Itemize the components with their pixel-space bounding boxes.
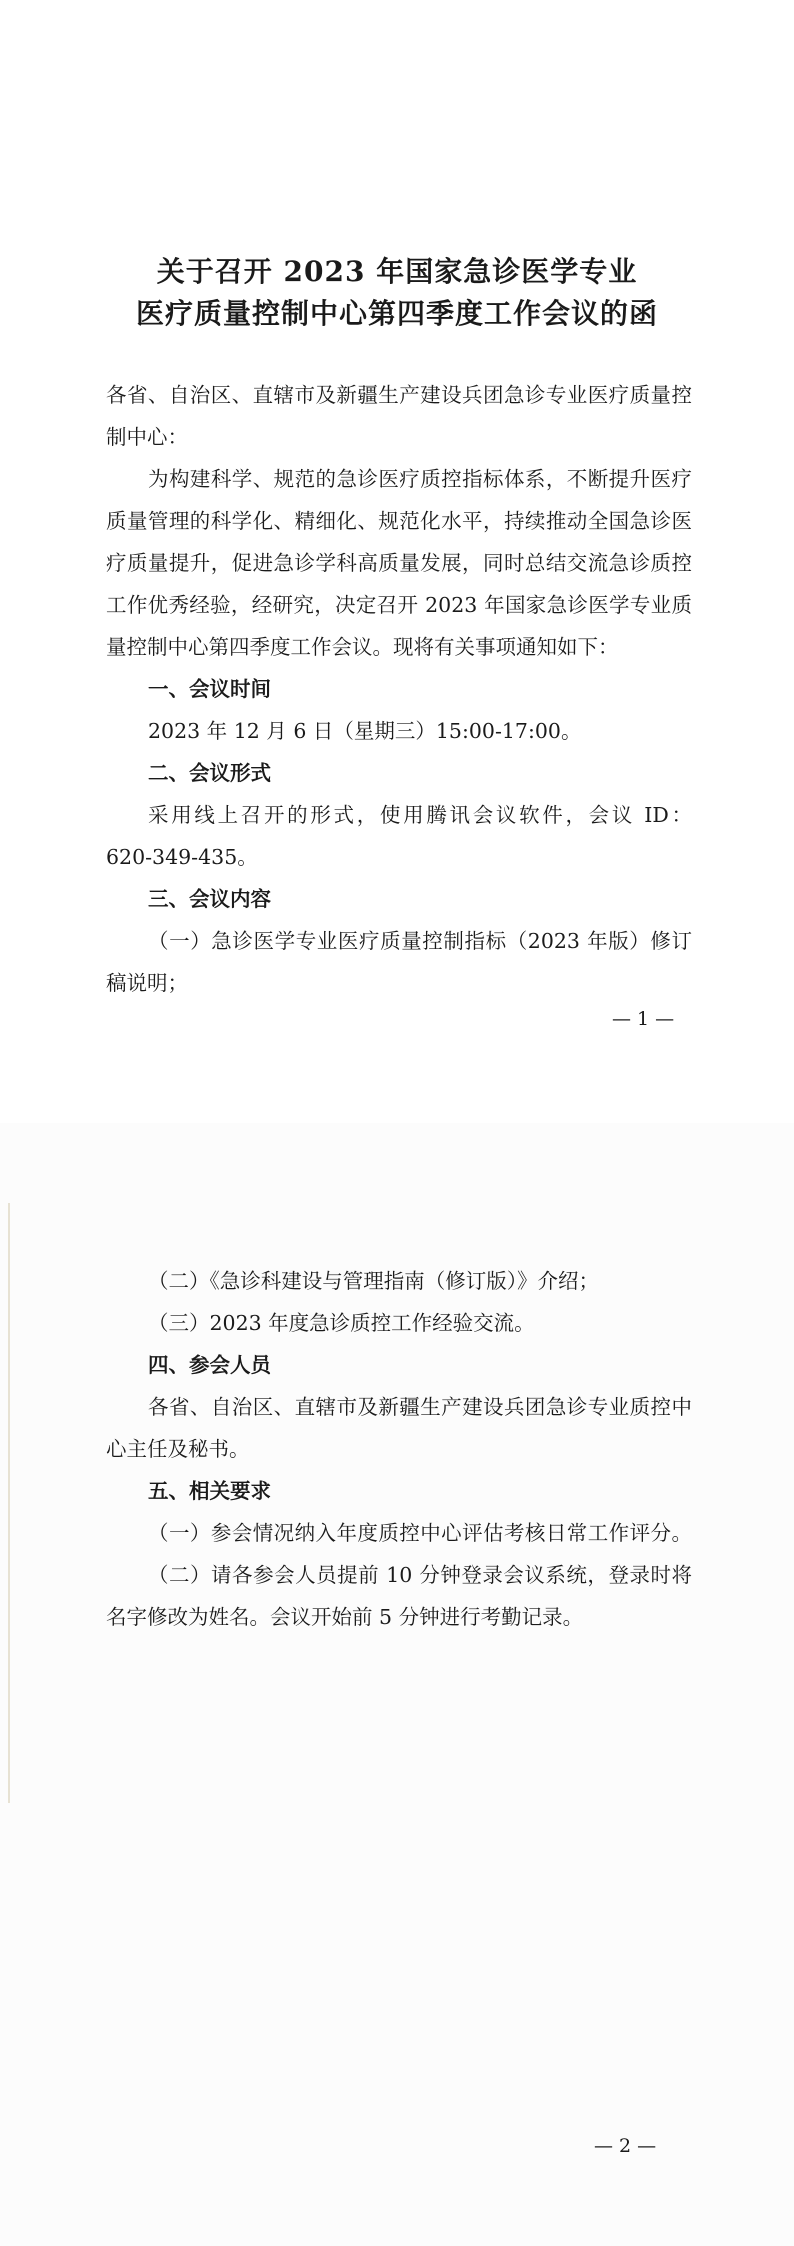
requirement-item-2: （二）请各参会人员提前 10 分钟登录会议系统，登录时将 xyxy=(148,1563,692,1587)
document-title-line-1: 关于召开 2023 年国家急诊医学专业 xyxy=(156,255,638,288)
section-heading-time: 一、会议时间 xyxy=(148,677,271,701)
requirement-item-1: （一）参会情况纳入年度质控中心评估考核日常工作评分。 xyxy=(148,1521,692,1545)
content-item-1-cont: 稿说明； xyxy=(106,971,188,995)
salutation-line-2: 制中心： xyxy=(106,425,188,449)
body-paragraph-line: 量控制中心第四季度工作会议。现将有关事项通知如下： xyxy=(106,635,619,659)
section-heading-attendees: 四、参会人员 xyxy=(148,1353,271,1377)
document-title-line-2: 医疗质量控制中心第四季度工作会议的函 xyxy=(135,297,658,330)
body-paragraph-line: 工作优秀经验，经研究，决定召开 2023 年国家急诊医学专业质 xyxy=(106,593,692,617)
section-heading-format: 二、会议形式 xyxy=(148,761,271,785)
meeting-id-text: 620-349-435。 xyxy=(106,845,258,869)
content-item-2: （二）《急诊科建设与管理指南（修订版）》介绍； xyxy=(148,1269,599,1293)
attendees-text: 各省、自治区、直辖市及新疆生产建设兵团急诊专业质控中 xyxy=(148,1395,692,1419)
meeting-format-text: 采用线上召开的形式，使用腾讯会议软件，会议 ID： xyxy=(148,803,692,827)
document-page-2 xyxy=(0,1123,794,2246)
content-item-3: （三）2023 年度急诊质控工作经验交流。 xyxy=(148,1311,535,1335)
page-number-1: — 1 — xyxy=(612,1008,675,1030)
content-item-1: （一）急诊医学专业医疗质量控制指标（2023 年版）修订 xyxy=(148,929,692,953)
body-paragraph-line: 质量管理的科学化、精细化、规范化水平，持续推动全国急诊医 xyxy=(106,509,692,533)
attendees-text-cont: 心主任及秘书。 xyxy=(106,1437,250,1461)
page-number-2: — 2 — xyxy=(594,2135,657,2157)
requirement-item-2-cont: 名字修改为姓名。会议开始前 5 分钟进行考勤记录。 xyxy=(106,1605,584,1629)
meeting-time-text: 2023 年 12 月 6 日（星期三）15:00-17:00。 xyxy=(148,719,582,743)
section-heading-content: 三、会议内容 xyxy=(148,887,271,911)
body-paragraph-line: 疗质量提升，促进急诊学科高质量发展，同时总结交流急诊质控 xyxy=(106,551,692,575)
salutation-line-1: 各省、自治区、直辖市及新疆生产建设兵团急诊专业医疗质量控 xyxy=(106,383,692,407)
scan-edge-shadow xyxy=(8,1203,10,1803)
section-heading-requirements: 五、相关要求 xyxy=(148,1479,271,1503)
body-paragraph-line: 为构建科学、规范的急诊医疗质控指标体系，不断提升医疗 xyxy=(148,467,692,491)
